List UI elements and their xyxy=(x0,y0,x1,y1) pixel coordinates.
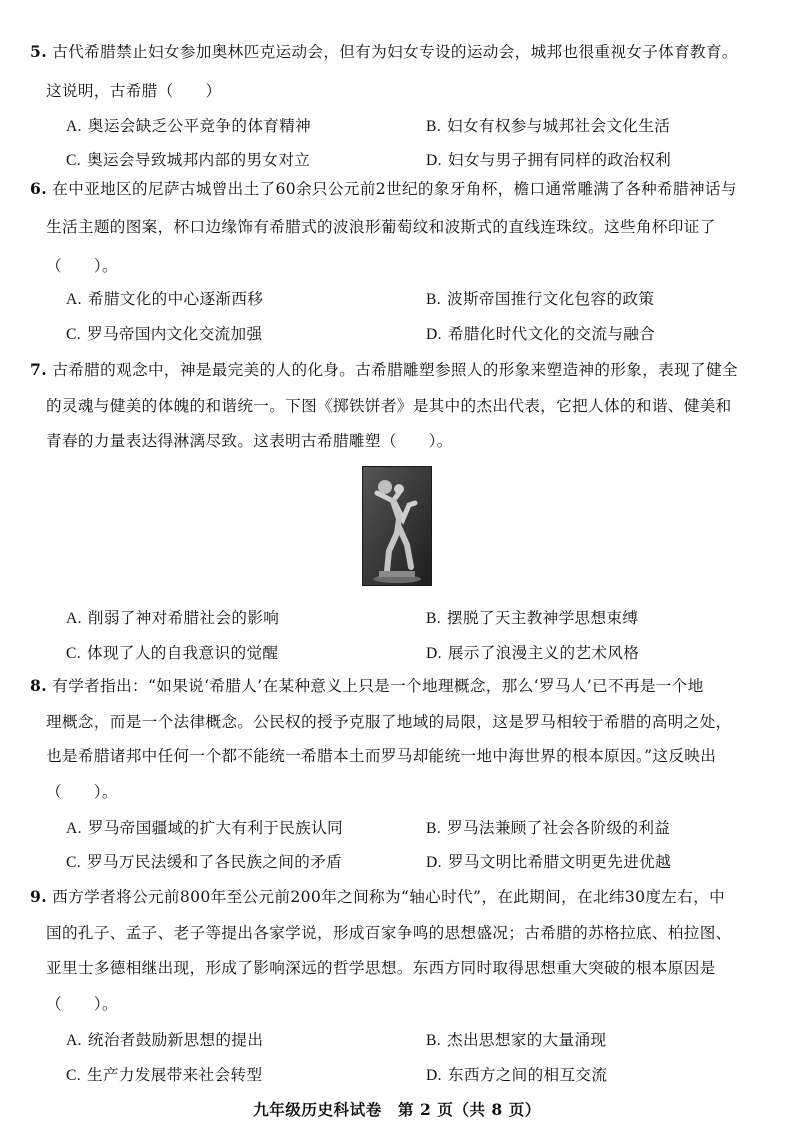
question-8-line-3: 也是希腊诸邦中任何一个都不能统一希腊本土而罗马却能统一地中海世界的根本原因。”这反映出 xyxy=(46,747,717,765)
question-6-line-2: 生活主题的图案，杯口边缘饰有希腊式的波浪形葡萄纹和波斯式的直线连珠纹。这些角杯印证了 xyxy=(46,218,716,236)
option-b[interactable]: B. 波斯帝国推行文化包容的政策 xyxy=(426,290,655,308)
question-9-line-4: （ ）。 xyxy=(46,995,118,1013)
option-d[interactable]: D. 罗马文明比希腊文明更先进优越 xyxy=(426,853,672,871)
option-c[interactable]: C. 生产力发展带来社会转型 xyxy=(66,1066,263,1084)
option-b[interactable]: B. 杰出思想家的大量涌现 xyxy=(426,1031,607,1049)
question-7-line-1: 7. 古希腊的观念中，神是最完美的人的化身。古希腊雕塑参照人的形象来塑造神的形象，表现了健全 xyxy=(30,360,738,379)
question-number: 5. xyxy=(30,42,47,61)
question-9-line-1: 9. 西方学者将公元前800年至公元前200年之间称为“轴心时代”，在此期间，在北纬30度左右，中 xyxy=(30,887,726,906)
option-d[interactable]: D. 妇女与男子拥有同样的政治权利 xyxy=(426,151,672,169)
option-c[interactable]: C. 奥运会导致城邦内部的男女对立 xyxy=(66,151,311,169)
option-b[interactable]: B. 罗马法兼顾了社会各阶级的利益 xyxy=(426,819,671,837)
option-a[interactable]: A. 削弱了神对希腊社会的影响 xyxy=(66,609,280,627)
question-8-line-2: 理概念，而是一个法律概念。公民权的授予克服了地域的局限，这是罗马相较于希腊的高明之处， xyxy=(46,713,732,731)
option-a[interactable]: A. 统治者鼓励新思想的提出 xyxy=(66,1031,264,1049)
question-9-line-3: 亚里士多德相继出现，形成了影响深远的哲学思想。东西方同时取得思想重大突破的根本原因是 xyxy=(46,959,716,977)
option-a[interactable]: A. 罗马帝国疆域的扩大有利于民族认同 xyxy=(66,819,343,837)
option-c[interactable]: C. 罗马帝国内文化交流加强 xyxy=(66,325,263,343)
option-b[interactable]: B. 摆脱了天主教神学思想束缚 xyxy=(426,609,639,627)
question-5-line-1: 5. 古代希腊禁止妇女参加奥林匹克运动会，但有为妇女专设的运动会，城邦也很重视女子体育教育。 xyxy=(30,42,738,61)
question-9-line-2: 国的孔子、孟子、老子等提出各家学说，形成百家争鸣的思想盛况；古希腊的苏格拉底、柏拉图、 xyxy=(46,924,732,942)
option-c[interactable]: C. 罗马万民法缓和了各民族之间的矛盾 xyxy=(66,853,343,871)
question-6-line-3: （ ）。 xyxy=(46,257,118,275)
question-5-line-2: 这说明，古希腊（ ） xyxy=(46,82,222,100)
page-footer: 九年级历史科试卷 第 2 页（共 8 页） xyxy=(253,1100,541,1119)
option-c[interactable]: C. 体现了人的自我意识的觉醒 xyxy=(66,644,279,662)
question-8-line-1: 8. 有学者指出：“如果说‘希腊人’在某种意义上只是一个地理概念，那么‘罗马人’已不再是一个地 xyxy=(30,676,704,695)
discus-thrower-statue-icon xyxy=(363,467,431,585)
question-number: 8. xyxy=(30,676,47,695)
option-d[interactable]: D. 展示了浪漫主义的艺术风格 xyxy=(426,644,640,662)
question-number: 7. xyxy=(30,360,47,379)
option-d[interactable]: D. 希腊化时代文化的交流与融合 xyxy=(426,325,656,343)
question-7-line-2: 的灵魂与健美的体魄的和谐统一。下图《掷铁饼者》是其中的杰出代表，它把人体的和谐、健美和 xyxy=(46,397,732,415)
question-7-line-3: 青春的力量表达得淋漓尽致。这表明古希腊雕塑（ ）。 xyxy=(46,432,453,450)
option-b[interactable]: B. 妇女有权参与城邦社会文化生活 xyxy=(426,117,671,135)
option-d[interactable]: D. 东西方之间的相互交流 xyxy=(426,1066,608,1084)
question-6-line-1: 6. 在中亚地区的尼萨古城曾出土了60余只公元前2世纪的象牙角杯，檐口通常雕满了各种希腊神话与 xyxy=(30,179,737,198)
question-number: 9. xyxy=(30,887,47,906)
question-8-line-4: （ ）。 xyxy=(46,783,118,801)
discus-thrower-statue-icon xyxy=(362,466,432,586)
option-a[interactable]: A. 奥运会缺乏公平竞争的体育精神 xyxy=(66,117,312,135)
option-a[interactable]: A. 希腊文化的中心逐渐西移 xyxy=(66,290,264,308)
question-number: 6. xyxy=(30,179,47,198)
